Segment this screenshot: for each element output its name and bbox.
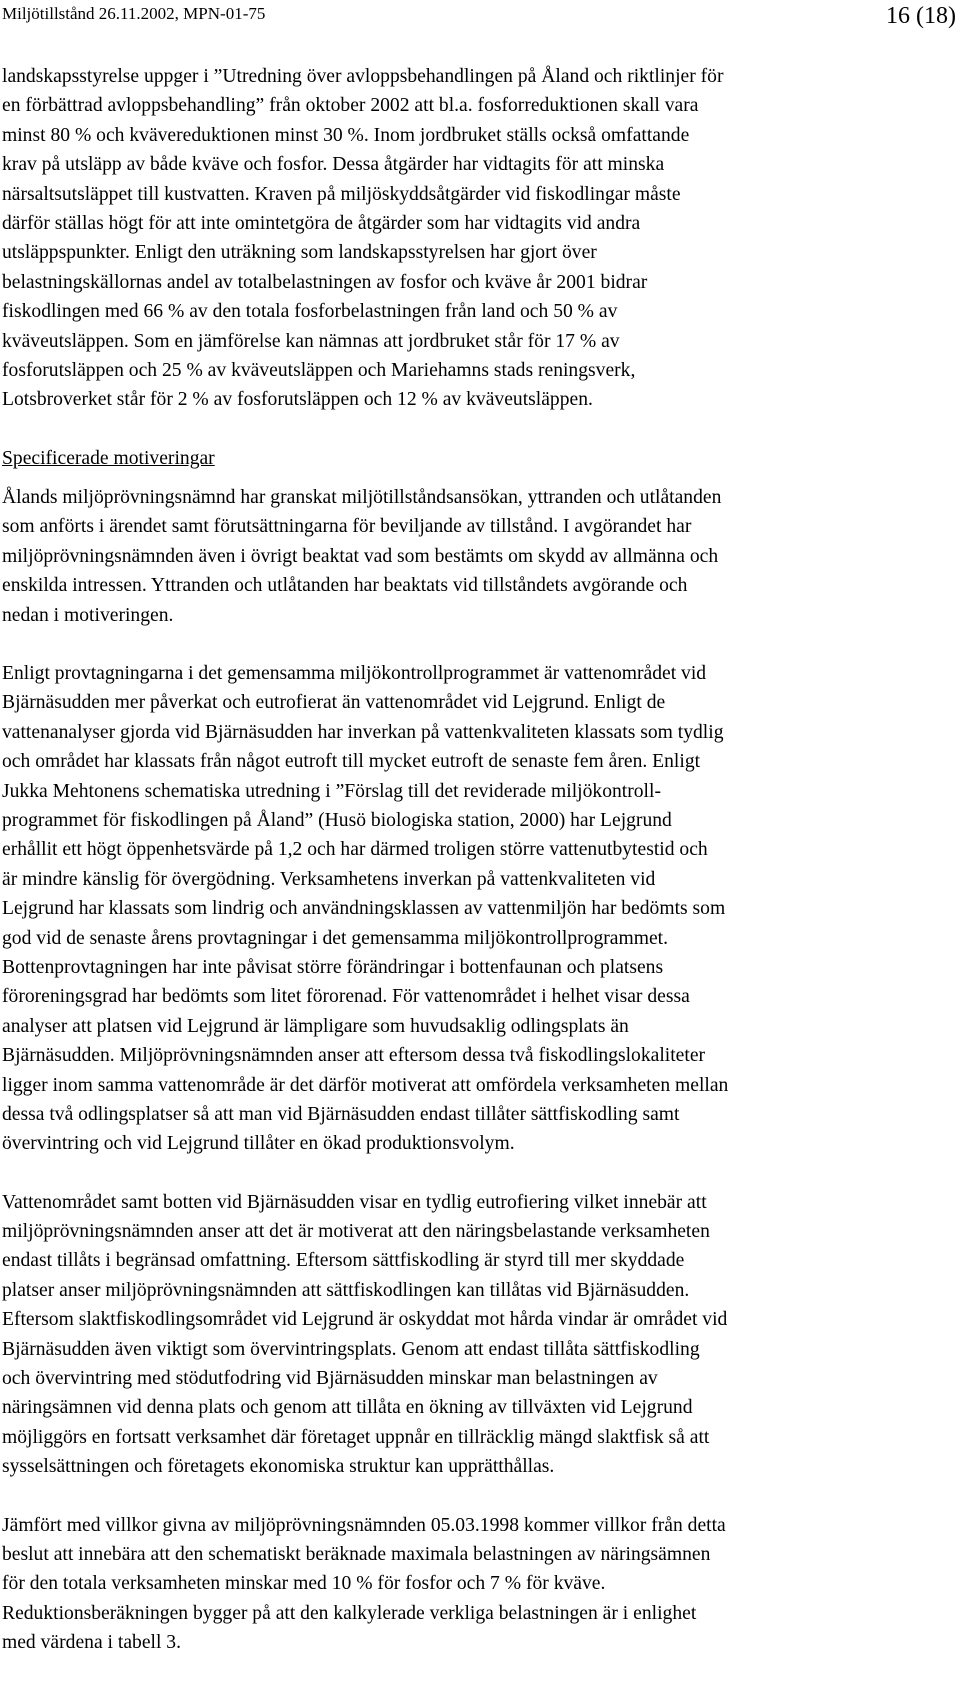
text-line: ligger inom samma vattenområde är det därför motiverat att omfördela verksamheten mellan bbox=[2, 1074, 729, 1096]
text-line: föroreningsgrad har bedömts som litet förorenad. För vattenområdet i helhet visar dessa bbox=[2, 986, 690, 1008]
text-line: med värdena i tabell 3. bbox=[2, 1632, 181, 1654]
text-line: Bottenprovtagningen har inte påvisat större förändringar i bottenfaunan och platsens bbox=[2, 956, 664, 978]
paragraph-spacer bbox=[2, 415, 952, 444]
text-line: Eftersom slaktfiskodlingsområdet vid Lejgrund är oskyddat mot hårda vindar är området vid bbox=[2, 1309, 728, 1331]
text-line: Jämfört med villkor givna av miljöprövningsnämnden 05.03.1998 kommer villkor från detta bbox=[2, 1514, 726, 1536]
heading-text: Specificerade motiveringar bbox=[2, 447, 215, 469]
text-line: landskapsstyrelse uppger i ”Utredning över avloppsbehandlingen på Åland och riktlinjer för bbox=[2, 66, 724, 87]
text-line: sysselsättningen och företagets ekonomiska struktur kan upprätthållas. bbox=[2, 1456, 555, 1478]
text-line: belastningskällornas andel av totalbelastningen av fosfor och kväve år 2001 bidrar bbox=[2, 271, 648, 293]
document-body bbox=[2, 62, 952, 1658]
text-line: analyser att platsen vid Lejgrund är lämpligare som huvudsaklig odlingsplats än bbox=[2, 1015, 629, 1037]
text-line: nedan i motiveringen. bbox=[2, 604, 174, 626]
text-line: minst 80 % och kvävereduktionen minst 30 %. Inom jordbruket ställs också omfattande bbox=[2, 124, 690, 146]
text-line: Bjärnäsudden mer påverkat och eutrofierat än vattenområdet vid Lejgrund. Enligt de bbox=[2, 692, 666, 714]
text-line: är mindre känslig för övergödning. Verksamhetens inverkan på vattenkvaliteten vid bbox=[2, 868, 656, 890]
text-line: platser anser miljöprövningsnämnden att sättfiskodlingen kan tillåtas vid Bjärnäsudden. bbox=[2, 1279, 690, 1301]
paragraph-spacer bbox=[2, 630, 952, 659]
text-line: vattenanalyser gjorda vid Bjärnäsudden har inverkan på vattenkvaliteten klassats som tydlig bbox=[2, 721, 724, 743]
text-line: erhållit ett högt öppenhetsvärde på 1,2 och har därmed troligen större vattenutbytestid och bbox=[2, 839, 708, 861]
text-line: fosforutsläppen och 25 % av kväveutsläppen och Mariehamns stads reningsverk, bbox=[2, 359, 636, 381]
text-line: Enligt provtagningarna i det gemensamma miljökontrollprogrammet är vattenområdet vid bbox=[2, 663, 707, 685]
text-line: och övervintring med stödutfodring vid Bjärnäsudden minskar man belastningen av bbox=[2, 1368, 658, 1390]
text-line: Lejgrund har klassats som lindrig och användningsklassen av vattenmiljön har bedömts som bbox=[2, 898, 726, 920]
text-line: krav på utsläpp av både kväve och fosfor. Dessa åtgärder har vidtagits för att minska bbox=[2, 154, 665, 176]
text-line: kväveutsläppen. Som en jämförelse kan nämnas att jordbruket står för 17 % av bbox=[2, 330, 620, 352]
text-line: utsläppspunkter. Enligt den uträkning som landskapsstyrelsen har gjort över bbox=[2, 242, 597, 264]
text-line: och området har klassats från något eutroft till mycket eutroft de senaste fem åren. Enligt bbox=[2, 751, 701, 773]
text-line: näringsämnen vid denna plats och genom att tillåta en ökning av tillväxten vid Lejgrund bbox=[2, 1397, 693, 1419]
text-line: endast tillåts i begränsad omfattning. Eftersom sättfiskodling är styrd till mer skyddade bbox=[2, 1250, 685, 1272]
paragraph bbox=[2, 659, 952, 1159]
section-heading bbox=[2, 444, 952, 473]
text-line: Bjärnäsudden. Miljöprövningsnämnden anser att eftersom dessa två fiskodlingslokaliteter bbox=[2, 1045, 706, 1067]
document-reference: Miljötillstånd 26.11.2002, MPN-01-75 bbox=[2, 4, 266, 23]
text-line: enskilda intressen. Yttranden och utlåtanden har beaktats vid tillståndets avgörande och bbox=[2, 575, 688, 597]
text-line: miljöprövningsnämnden anser att det är motiverat att den näringsbelastande verksamheten bbox=[2, 1221, 710, 1243]
text-line: beslut att innebära att den schematiskt beräknade maximala belastningen av näringsämnen bbox=[2, 1543, 711, 1565]
text-line: för den totala verksamheten minskar med 10 % för fosfor och 7 % för kväve. bbox=[2, 1573, 606, 1595]
page-header bbox=[2, 2, 956, 32]
text-line: god vid de senaste årens provtagningar i det gemensamma miljökontrollprogrammet. bbox=[2, 927, 669, 949]
text-line: möjliggörs en fortsatt verksamhet där företaget uppnår en tillräcklig mängd slaktfisk så att bbox=[2, 1426, 710, 1448]
text-line: Reduktionsberäkningen bygger på att den kalkylerade verkliga belastningen är i enlighet bbox=[2, 1602, 697, 1624]
text-line: Ålands miljöprövningsnämnd har granskat miljötillståndsansökan, yttranden och utlåtanden bbox=[2, 487, 722, 509]
paragraph bbox=[2, 1511, 952, 1658]
text-line: som anförts i ärendet samt förutsättningarna för beviljande av tillstånd. I avgörandet har bbox=[2, 516, 692, 538]
text-line: programmet för fiskodlingen på Åland” (Husö biologiska station, 2000) har Lejgrund bbox=[2, 809, 672, 831]
text-line: Bjärnäsudden även viktigt som övervintringsplats. Genom att endast tillåta sättfiskodling bbox=[2, 1338, 700, 1360]
paragraph bbox=[2, 483, 952, 630]
text-line: miljöprövningsnämnden även i övrigt beaktat vad som bestämts om skydd av allmänna och bbox=[2, 545, 719, 567]
text-line: en förbättrad avloppsbehandling” från oktober 2002 att bl.a. fosforreduktionen skall vara bbox=[2, 95, 699, 117]
text-line: närsaltsutsläppet till kustvatten. Kraven på miljöskyddsåtgärder vid fiskodlingar måste bbox=[2, 183, 681, 205]
paragraph-spacer bbox=[2, 473, 952, 483]
page-number: 16 (18) bbox=[886, 3, 956, 29]
text-line: Vattenområdet samt botten vid Bjärnäsudden visar en tydlig eutrofiering vilket innebär att bbox=[2, 1191, 707, 1213]
text-line: dessa två odlingsplatser så att man vid Bjärnäsudden endast tillåter sättfiskodling samt bbox=[2, 1103, 680, 1125]
text-line: Lotsbroverket står för 2 % av fosforutsläppen och 12 % av kväveutsläppen. bbox=[2, 389, 593, 411]
text-line: övervintring och vid Lejgrund tillåter en ökad produktionsvolym. bbox=[2, 1133, 515, 1155]
paragraph-spacer bbox=[2, 1159, 952, 1188]
text-line: fiskodlingen med 66 % av den totala fosforbelastningen från land och 50 % av bbox=[2, 301, 618, 323]
paragraph-spacer bbox=[2, 1482, 952, 1511]
text-line: därför ställas högt för att inte omintetgöra de åtgärder som har vidtagits vid andra bbox=[2, 212, 641, 234]
paragraph bbox=[2, 1188, 952, 1482]
text-line: Jukka Mehtonens schematiska utredning i ”Förslag till det reviderade miljökontroll- bbox=[2, 780, 661, 802]
paragraph bbox=[2, 62, 952, 415]
